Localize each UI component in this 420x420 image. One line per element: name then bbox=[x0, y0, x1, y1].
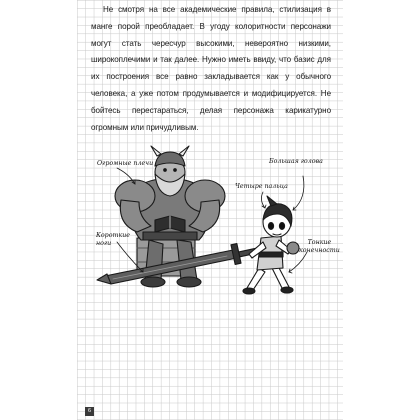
label-four-fingers: Четыре пальца bbox=[235, 183, 288, 190]
small-character-figure bbox=[243, 196, 299, 294]
label-big-head: Большая голова bbox=[269, 158, 323, 165]
label-short-legs-line1: Короткие bbox=[96, 232, 130, 239]
label-thin-limbs bbox=[299, 239, 340, 254]
label-thin-limbs-line1: Тонкие bbox=[307, 239, 332, 246]
label-short-legs bbox=[96, 232, 130, 247]
page-number: 6 bbox=[85, 407, 94, 416]
label-short-legs-line2: ноги bbox=[96, 239, 112, 247]
label-huge-shoulders: Огромные плечи bbox=[97, 160, 154, 167]
body-paragraph: Не смотря на все академические правила, стилизация в манге порой преобладает. В угоду колоритности персонажи могут стать чересчур высокими, невероятно низкими, широкоплечими и так далее. Нужно иметь ввиду, что базис для их построения все равно закладывается как у обычного человека, а уже потом продумывается и модифицируется. Не бойтесь перестараться, делая персонажа карикатурно огромным или причудливым. bbox=[91, 5, 331, 132]
book-page bbox=[77, 0, 343, 420]
label-thin-limbs-line2: конечности bbox=[299, 246, 340, 254]
